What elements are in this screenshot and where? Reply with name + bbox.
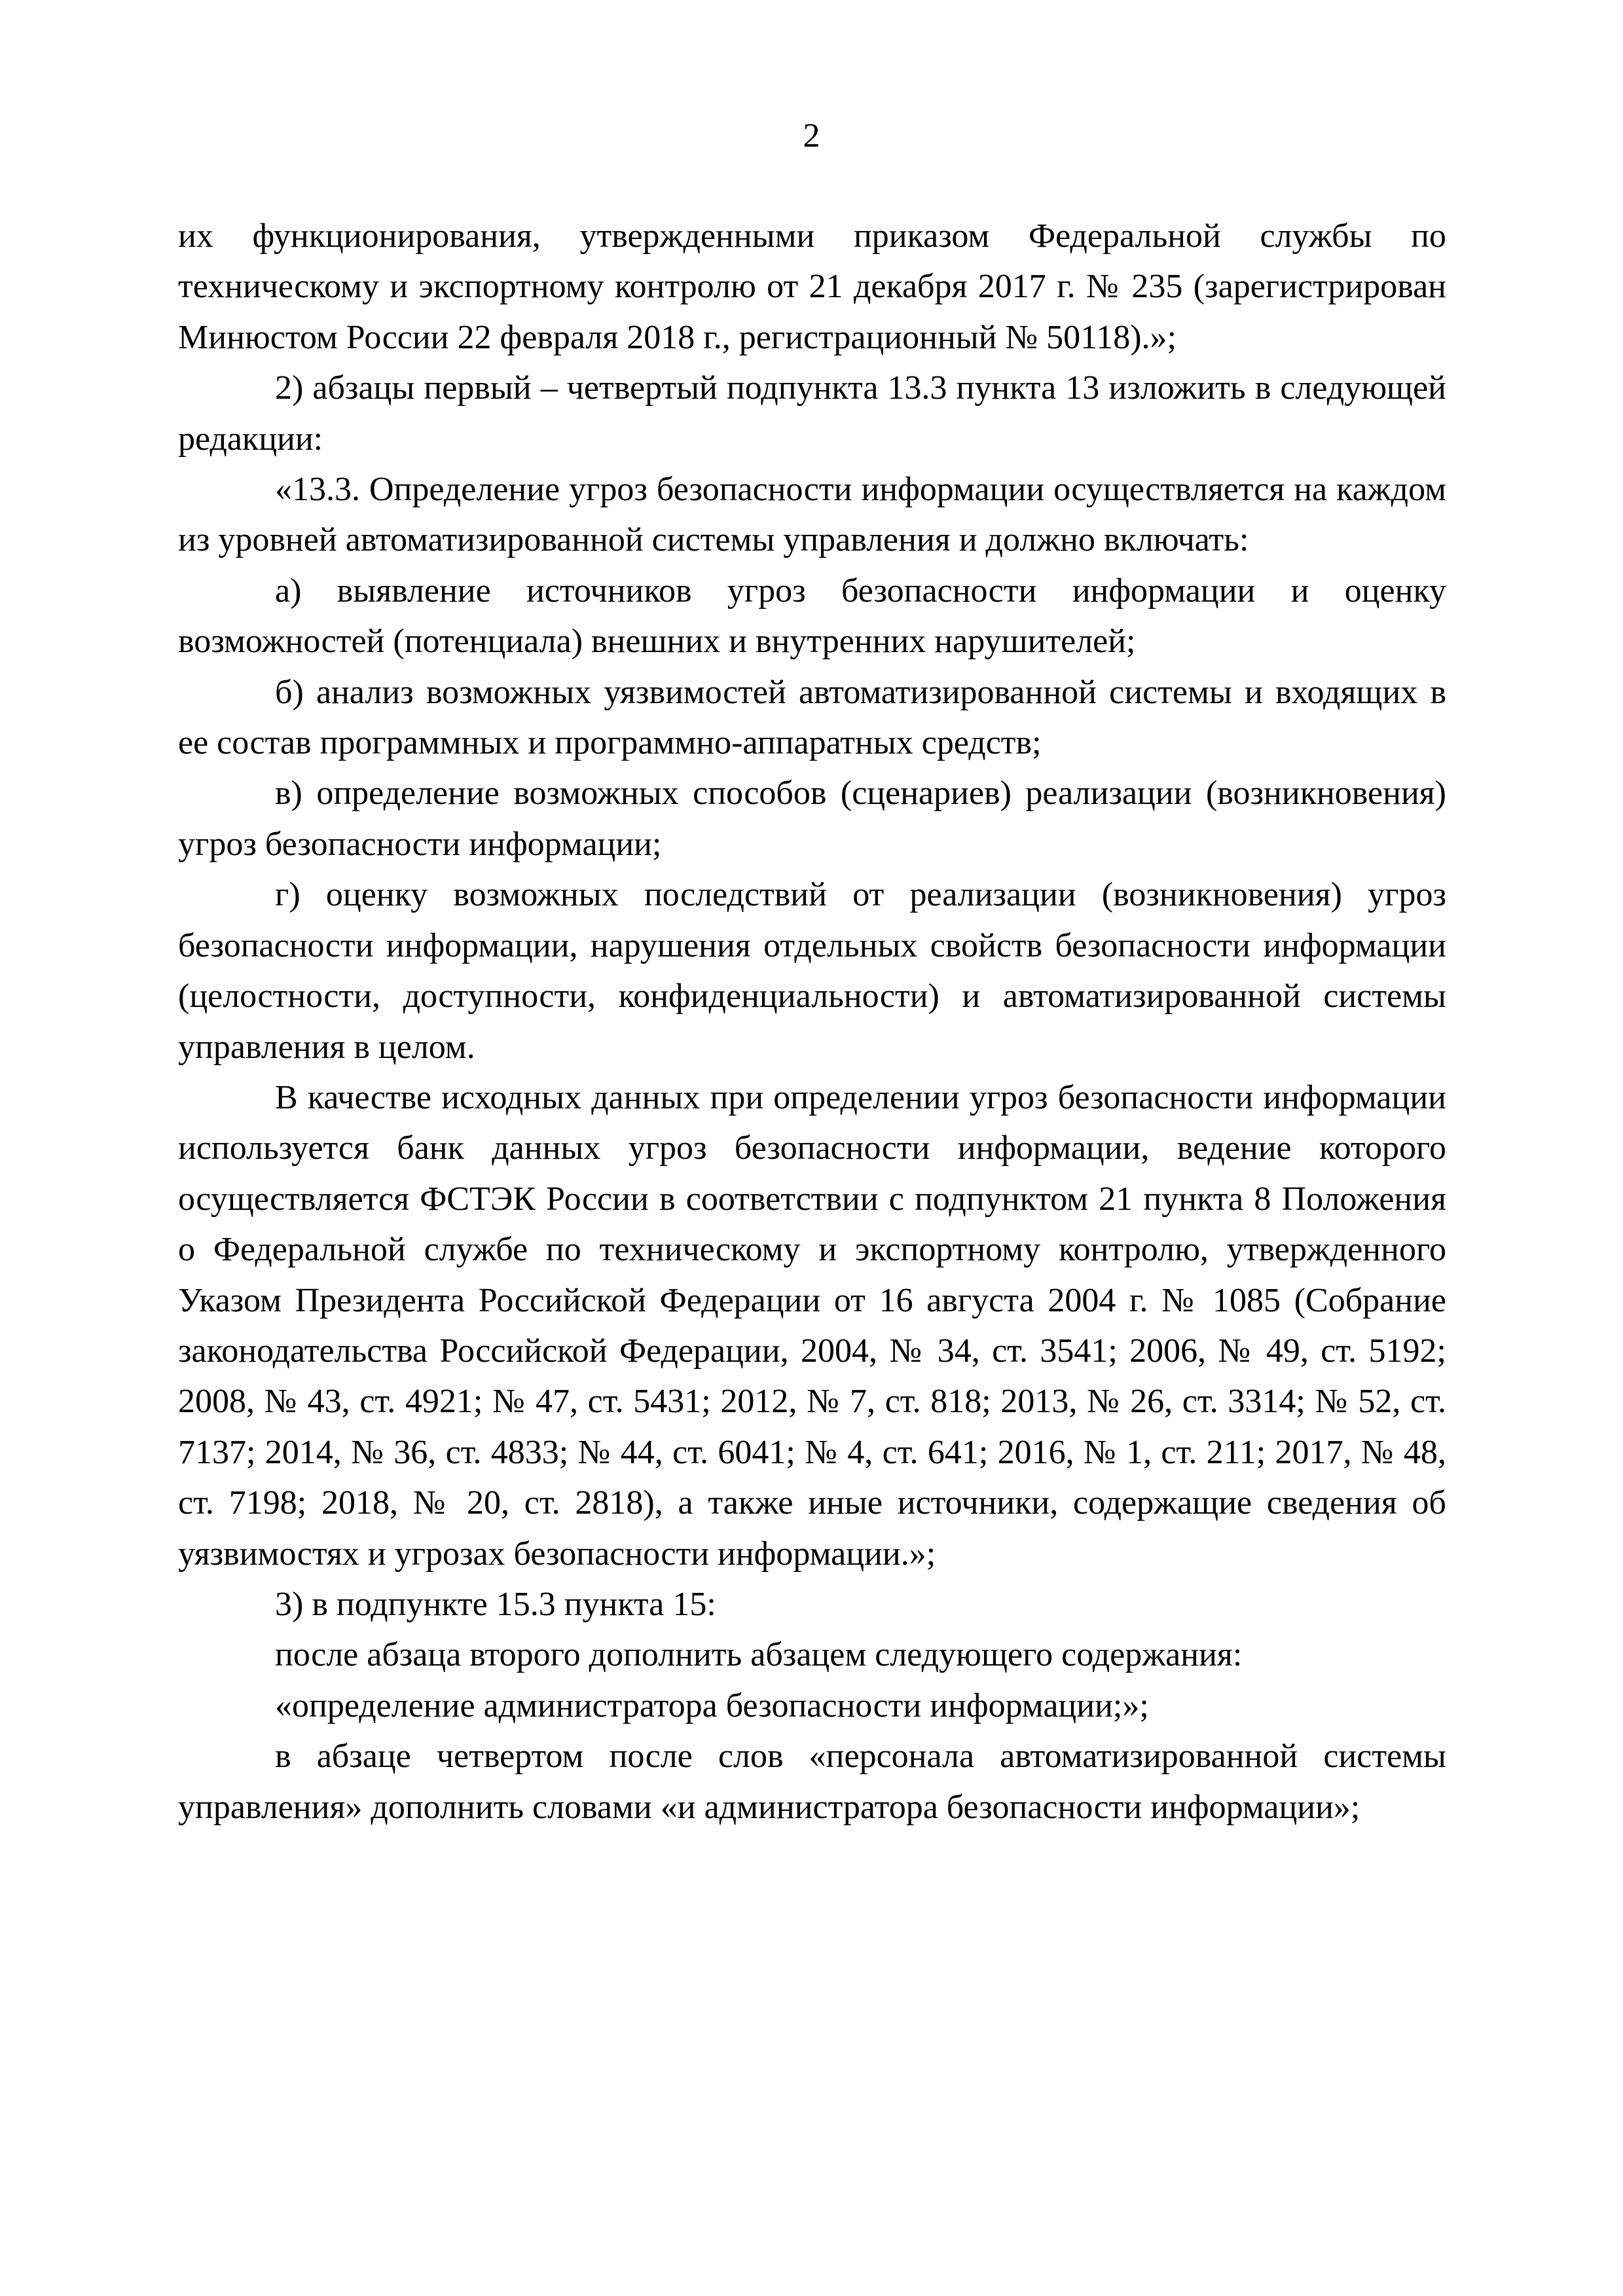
paragraph-item-2: 2) абзацы первый – четвертый подпункта 13.3 пункта 13 изложить в следующей редакции:	[178, 369, 1446, 458]
paragraph-item-v: в) определение возможных способов (сценариев) реализации (возникновения) угроз безопасности информации;	[178, 774, 1446, 863]
paragraph-after-second: после абзаца второго дополнить абзацем следующего содержания:	[275, 1636, 1243, 1674]
paragraph-source-data: В качестве исходных данных при определении угроз безопасности информации используется банк данных угроз безопасности информации, ведение которого осуществляется ФСТЭК России в соответствии с подпунктом 21 пункта 8 Положения о Федеральной службе по техническому и экспортному контролю, утвержденного Указом Президента Российской Федерации от 16 августа 2004 г. № 1085 (Собрание законодательства Российской Федерации, 2004, № 34, ст. 3541; 2006, № 49, ст. 5192; 2008, № 43, ст. 4921; № 47, ст. 5431; 2012, № 7, ст. 818; 2013, № 26, ст. 3314; № 52, ст. 7137; 2014, № 36, ст. 4833; № 44, ст. 6041; № 4, ст. 641; 2016, № 1, ст. 211; 2017, № 48, ст. 7198; 2018, № 20, ст. 2818), а также иные источники, содержащие сведения об уязвимостях и угрозах безопасности информации.»;	[178, 1078, 1446, 1573]
paragraph-admin-definition: «определение администратора безопасности информации;»;	[275, 1686, 1149, 1724]
paragraph-item-a: а) выявление источников угроз безопасности информации и оценку возможностей (потенциала) внешних и внутренних нарушителей;	[178, 572, 1446, 661]
paragraph-item-3: 3) в подпункте 15.3 пункта 15:	[275, 1585, 716, 1623]
paragraph-fourth-amendment: в абзаце четвертом после слов «персонала автоматизированной системы управления» дополнить словами «и администратора безопасности информации»;	[178, 1738, 1446, 1826]
paragraph-continuation: их функционирования, утвержденными приказом Федеральной службы по техническому и экспортному контролю от 21 декабря 2017 г. № 235 (зарегистрирован Минюстом России 22 февраля 2018 г., регистрационный № 50118).»;	[178, 217, 1446, 356]
paragraph-item-g: г) оценку возможных последствий от реализации (возникновения) угроз безопасности информации, нарушения отдельных свойств безопасности информации (целостности, доступности, конфиденциальности) и автоматизированной системы управления в целом.	[178, 876, 1446, 1066]
page-number: 2	[803, 117, 820, 155]
paragraph-13-3: «13.3. Определение угроз безопасности информации осуществляется на каждом из уровней автоматизированной системы управления и должно включать:	[178, 471, 1446, 559]
paragraph-item-b: б) анализ возможных уязвимостей автоматизированной системы и входящих в ее состав программных и программно-аппаратных средств;	[178, 673, 1446, 762]
document-body	[178, 211, 1446, 1832]
